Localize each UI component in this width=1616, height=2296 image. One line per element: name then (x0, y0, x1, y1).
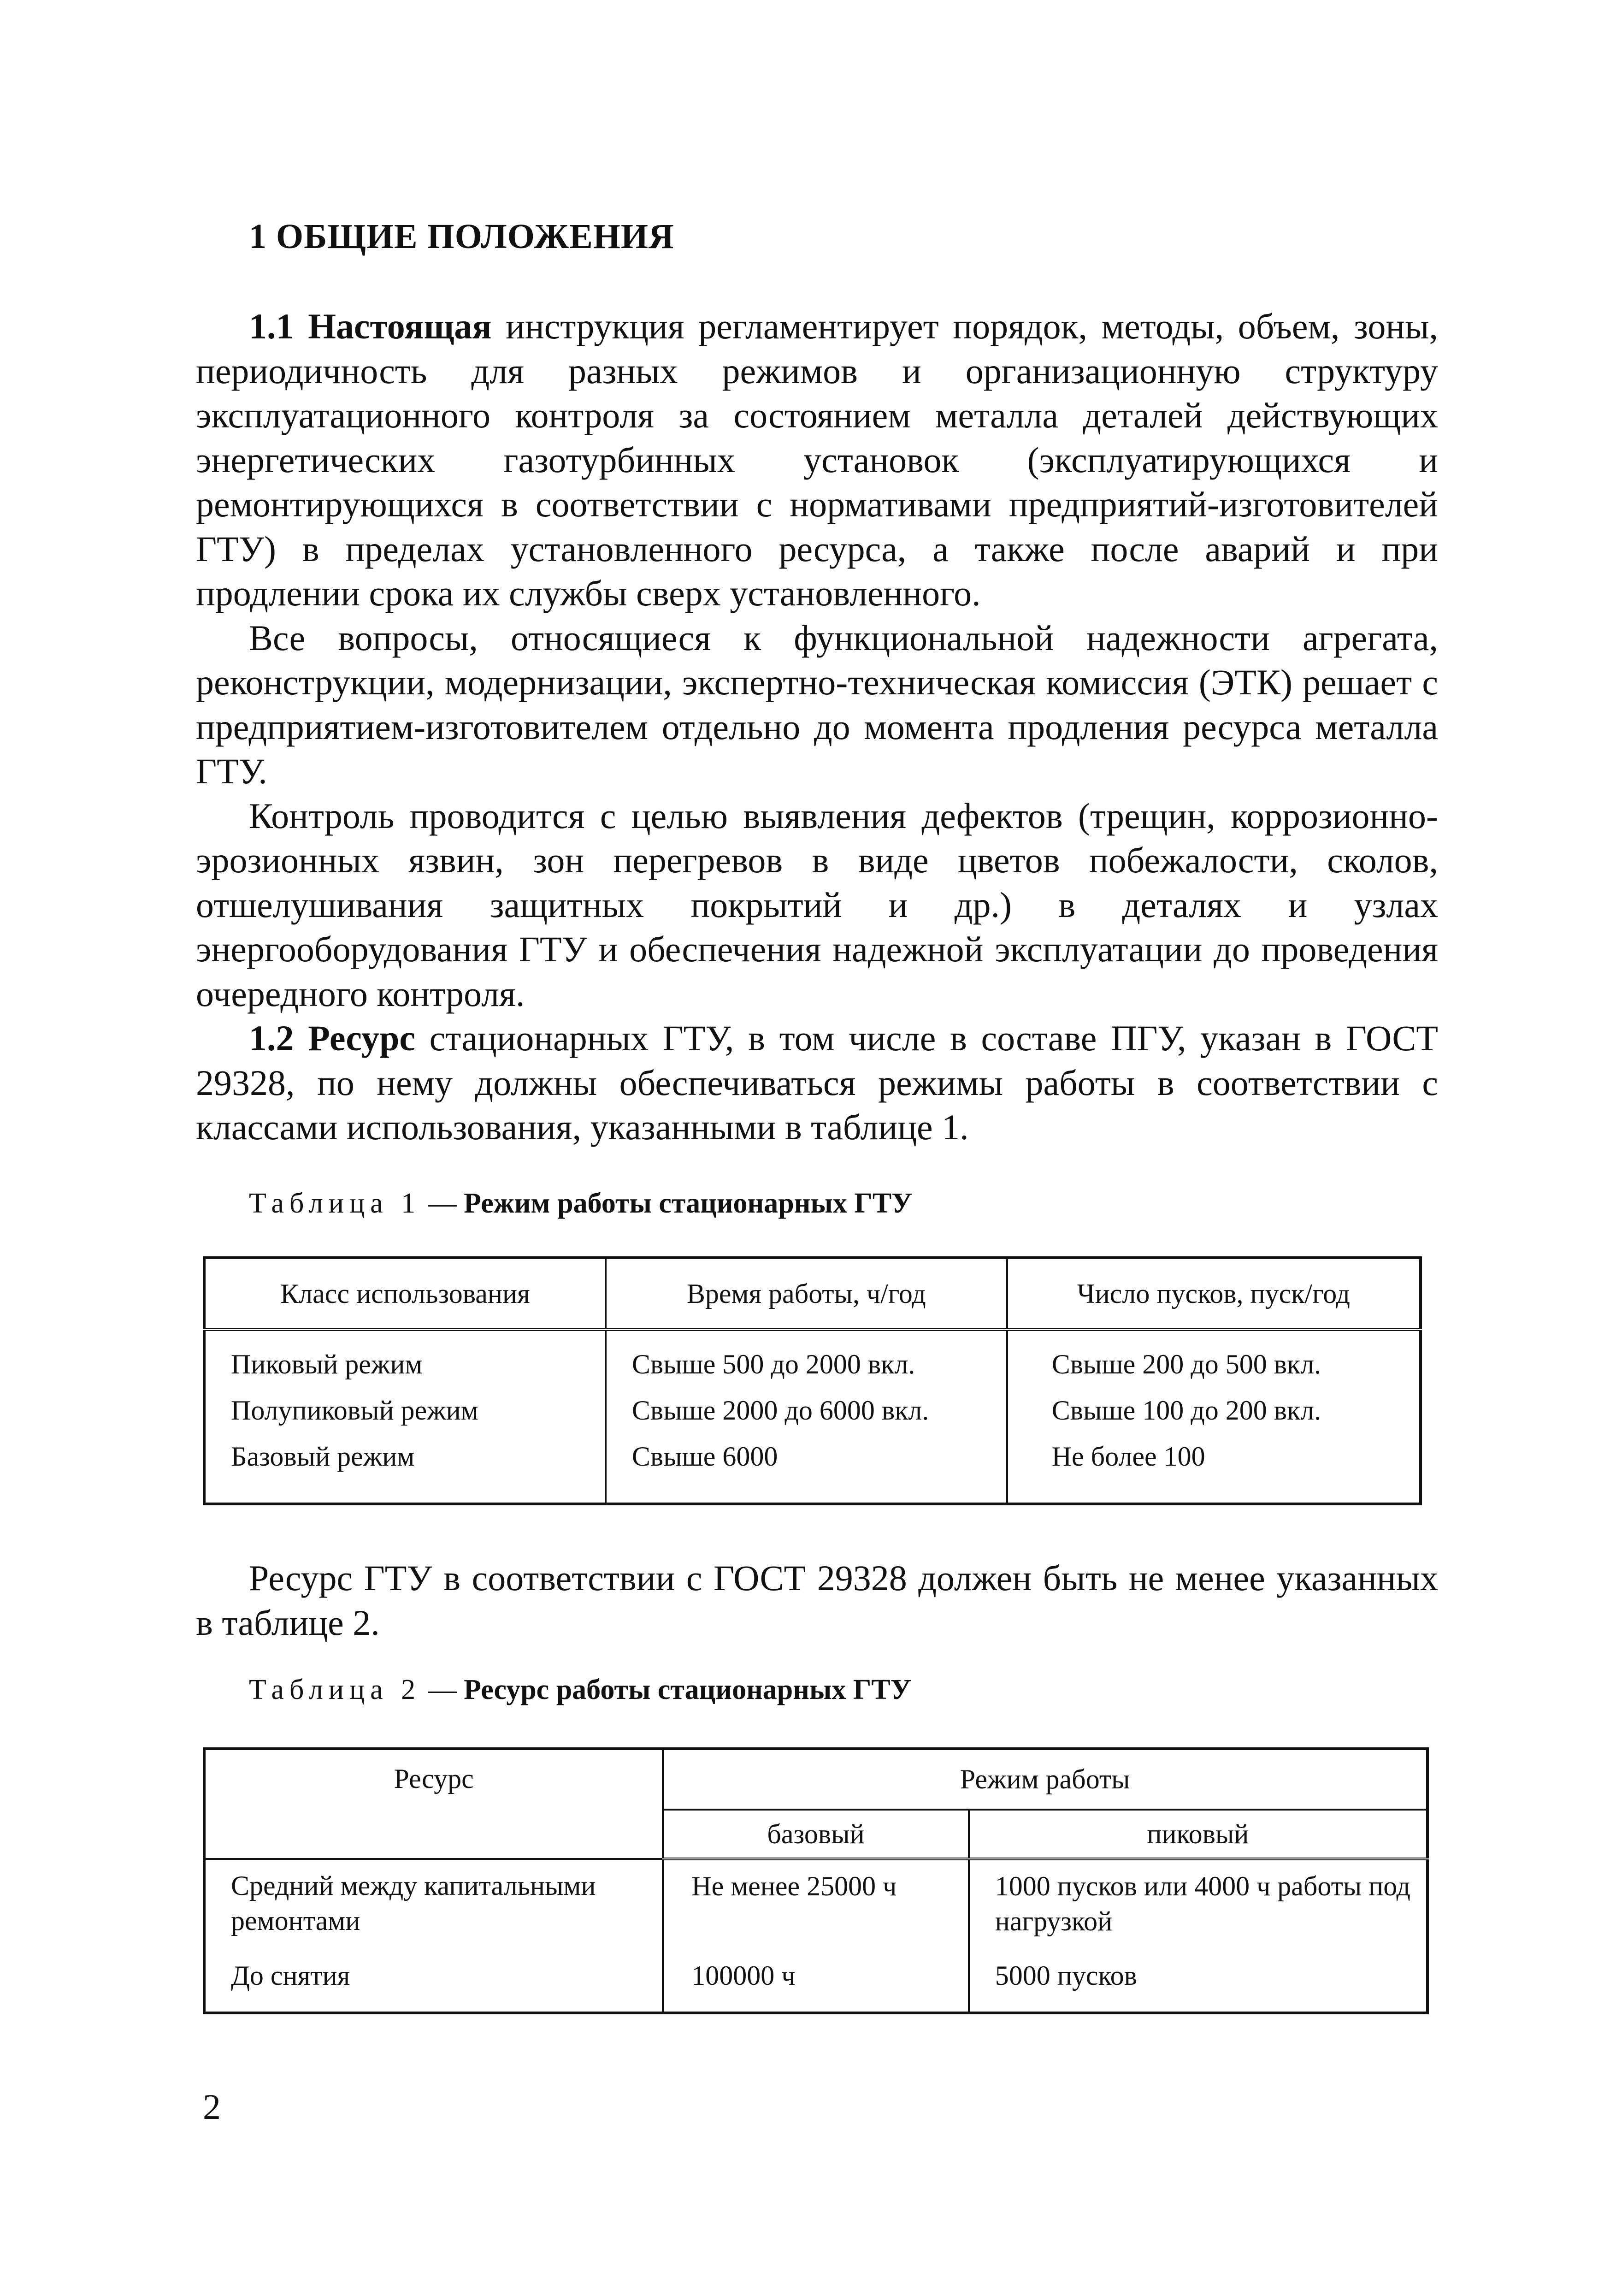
section-heading: 1 ОБЩИЕ ПОЛОЖЕНИЯ (249, 217, 674, 256)
table-cell: Пиковый режим (204, 1330, 606, 1387)
header-resource: Ресурс (204, 1749, 663, 1859)
paragraph-resource: Ресурс ГТУ в соответствии с ГОСТ 29328 должен быть не менее указанных в таблице 2. (196, 1558, 1438, 1643)
clause-number: 1.2 (249, 1018, 294, 1058)
table-header-row (204, 1258, 1421, 1330)
table-row (204, 1387, 1421, 1433)
header-operating-time: Время работы, ч/год (606, 1258, 1007, 1330)
clause-lead-word: Настоящая (308, 306, 492, 346)
clause-lead-word: Ресурс (308, 1018, 415, 1058)
table-cell: Средний между капитальными ремонтами (204, 1859, 663, 1939)
header-peak-mode: пиковый (969, 1810, 1427, 1859)
table-cell: Не менее 25000 ч (663, 1859, 969, 1939)
header-operating-mode: Режим работы (663, 1749, 1427, 1810)
paragraph-1-2 (196, 1016, 1438, 1150)
table-cell: До снятия (204, 1939, 663, 2013)
table-1-caption (249, 1187, 913, 1220)
table-cell: Свыше 6000 (606, 1433, 1007, 1504)
body-text-block-2 (196, 1556, 1438, 1645)
paragraph-questions: Все вопросы, относящиеся к функциональной надежности агрегата, реконструкции, модернизации, экспертно-техническая комиссия (ЭТК) решает с предприятием-изготовителем отдельно до момента продления ресурса металла ГТУ. (196, 617, 1438, 791)
table-label: Таблица 2 (249, 1674, 421, 1705)
page-number: 2 (203, 2087, 221, 2127)
table-label: Таблица 1 (249, 1188, 421, 1219)
table-cell: Свыше 500 до 2000 вкл. (606, 1330, 1007, 1387)
body-text-block-1 (196, 304, 1438, 1150)
table-cell: Свыше 100 до 200 вкл. (1051, 1395, 1321, 1426)
table-cell: Базовый режим (204, 1433, 606, 1504)
header-starts-count: Число пусков, пуск/год (1007, 1258, 1421, 1330)
table-row (204, 1859, 1427, 1939)
table-cell: Свыше 2000 до 6000 вкл. (606, 1387, 1007, 1433)
table-cell: 1000 пусков или 4000 ч работы под нагрузкой (995, 1871, 1411, 1936)
table-cell: 100000 ч (663, 1939, 969, 2013)
table-1 (203, 1256, 1422, 1505)
table-row (204, 1433, 1421, 1504)
table-row (204, 1939, 1427, 2013)
caption-dash: — (421, 1188, 464, 1219)
paragraph-control: Контроль проводится с целью выявления дефектов (трещин, коррозионно-эрозионных язвин, зон перегревов в виде цветов побежалости, сколов, отшелушивания защитных покрытий и др.) в деталях и узлах энергооборудования ГТУ и обеспечения надежной эксплуатации до проведения очередного контроля. (196, 795, 1438, 1014)
table-cell: 5000 пусков (995, 1960, 1137, 1991)
clause-number: 1.1 (249, 306, 294, 346)
table-title: Ресурс работы стационарных ГТУ (464, 1674, 912, 1705)
clause-text: стационарных ГТУ, в том числе в составе ПГУ, указан в ГОСТ 29328, по нему должны обеспечиваться режимы работы в соответствии с классами использования, указанными в таблице 1. (196, 1018, 1439, 1147)
table-cell: Не более 100 (1051, 1441, 1205, 1472)
caption-dash: — (421, 1674, 464, 1705)
table-2 (203, 1747, 1429, 2014)
header-usage-class: Класс использования (204, 1258, 606, 1330)
table-2-caption (249, 1674, 911, 1706)
header-base-mode: базовый (663, 1810, 969, 1859)
clause-text: инструкция регламентирует порядок, методы, объем, зоны, периодичность для разных режимов и организационную структуру эксплуатационного контроля за состоянием металла деталей действующих энергетических газотурбинных установок (эксплуатирующихся и ремонтирующихся в соответствии с нормативами предприятий-изготовителей ГТУ) в пределах установленного ресурса, а также после аварий и при продлении срока их службы сверх установленного. (196, 306, 1438, 613)
table-row (204, 1330, 1421, 1387)
table-title: Режим работы стационарных ГТУ (464, 1188, 913, 1219)
table-cell: Свыше 200 до 500 вкл. (1051, 1349, 1321, 1379)
table-cell: Полупиковый режим (204, 1387, 606, 1433)
paragraph-1-1 (196, 304, 1438, 616)
table-header-row (204, 1749, 1427, 1810)
